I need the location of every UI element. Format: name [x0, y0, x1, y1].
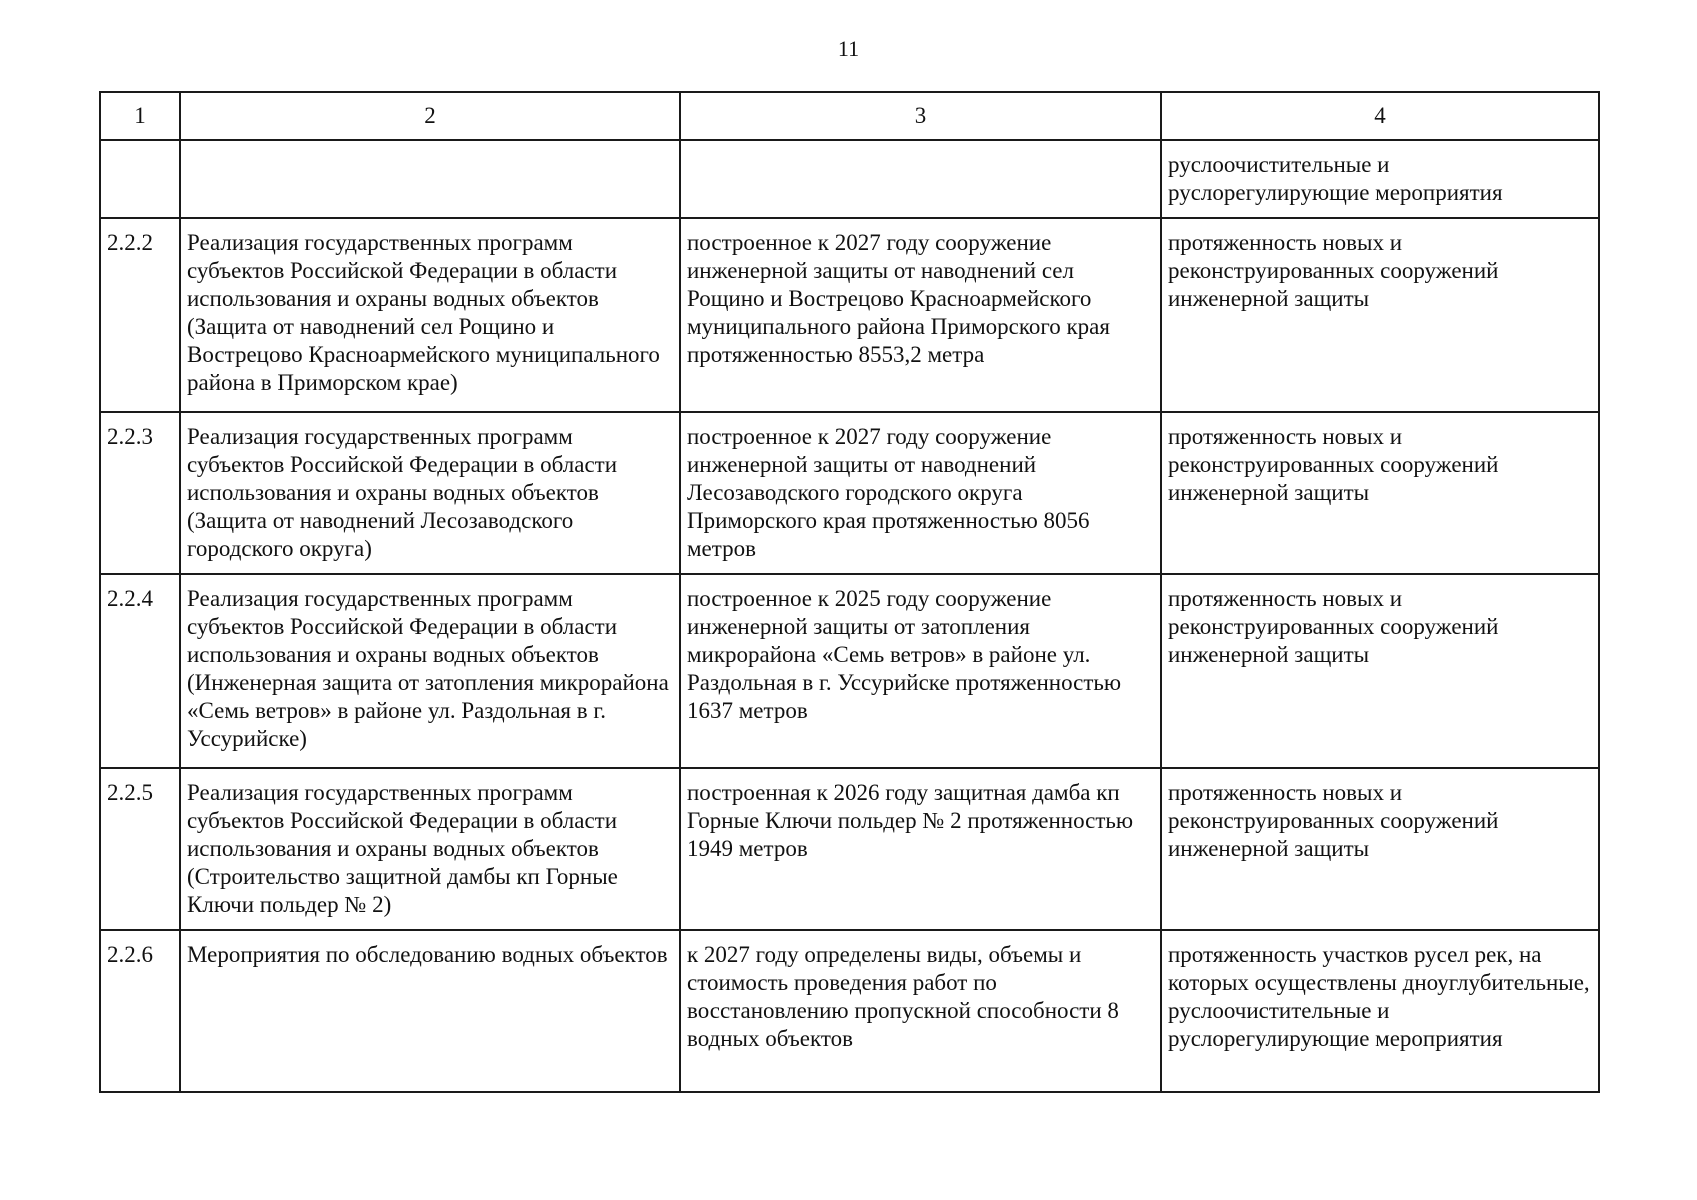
row-number-cell: 2.2.2	[100, 218, 180, 412]
event-cell: Мероприятия по обследованию водных объектов	[180, 930, 680, 1092]
result-cell: построенное к 2025 году сооружение инженерной защиты от затопления микрорайона «Семь ветров» в районе ул. Раздольная в г. Уссурийске протяженностью 1637 метров	[680, 574, 1161, 768]
event-cell: Реализация государственных программ субъектов Российской Федерации в области использования и охраны водных объектов (Строительство защитной дамбы кп Горные Ключи польдер № 2)	[180, 768, 680, 930]
table-row	[100, 412, 1599, 574]
table-row	[100, 140, 1599, 218]
column-number-4: 4	[1161, 92, 1599, 140]
table-header-row	[100, 92, 1599, 140]
row-number-cell: 2.2.4	[100, 574, 180, 768]
table-row	[100, 574, 1599, 768]
column-number-1: 1	[100, 92, 180, 140]
row-number-cell	[100, 140, 180, 218]
measures-table	[99, 91, 1600, 1093]
column-number-2: 2	[180, 92, 680, 140]
column-number-3: 3	[680, 92, 1161, 140]
result-cell: построенная к 2026 году защитная дамба кп Горные Ключи польдер № 2 протяженностью 1949 метров	[680, 768, 1161, 930]
event-cell: Реализация государственных программ субъектов Российской Федерации в области использования и охраны водных объектов (Защита от наводнений Лесозаводского городского округа)	[180, 412, 680, 574]
event-cell: Реализация государственных программ субъектов Российской Федерации в области использования и охраны водных объектов (Инженерная защита от затопления микрорайона «Семь ветров» в районе ул. Раздольная в г. Уссурийске)	[180, 574, 680, 768]
table-row	[100, 768, 1599, 930]
page-number: 11	[837, 36, 860, 61]
result-cell: построенное к 2027 году сооружение инженерной защиты от наводнений Лесозаводского городского округа Приморского края протяженностью 8056 метров	[680, 412, 1161, 574]
indicator-cell: протяженность новых и реконструированных сооружений инженерной защиты	[1161, 412, 1599, 574]
indicator-cell: протяженность новых и реконструированных сооружений инженерной защиты	[1161, 218, 1599, 412]
event-cell	[180, 140, 680, 218]
row-number-cell: 2.2.5	[100, 768, 180, 930]
indicator-cell: протяженность новых и реконструированных сооружений инженерной защиты	[1161, 768, 1599, 930]
result-cell: к 2027 году определены виды, объемы и стоимость проведения работ по восстановлению пропускной способности 8 водных объектов	[680, 930, 1161, 1092]
indicator-cell: руслоочистительные и руслорегулирующие мероприятия	[1161, 140, 1599, 218]
row-number-cell: 2.2.3	[100, 412, 180, 574]
table-row	[100, 218, 1599, 412]
indicator-cell: протяженность участков русел рек, на которых осуществлены дноуглубительные, руслоочистительные и руслорегулирующие мероприятия	[1161, 930, 1599, 1092]
row-number-cell: 2.2.6	[100, 930, 180, 1092]
result-cell	[680, 140, 1161, 218]
result-cell: построенное к 2027 году сооружение инженерной защиты от наводнений сел Рощино и Вострецово Красноармейского муниципального района Приморского края протяженностью 8553,2 метра	[680, 218, 1161, 412]
event-cell: Реализация государственных программ субъектов Российской Федерации в области использования и охраны водных объектов (Защита от наводнений сел Рощино и Вострецово Красноармейского муниципального района в Приморском крае)	[180, 218, 680, 412]
table-row	[100, 930, 1599, 1092]
indicator-cell: протяженность новых и реконструированных сооружений инженерной защиты	[1161, 574, 1599, 768]
